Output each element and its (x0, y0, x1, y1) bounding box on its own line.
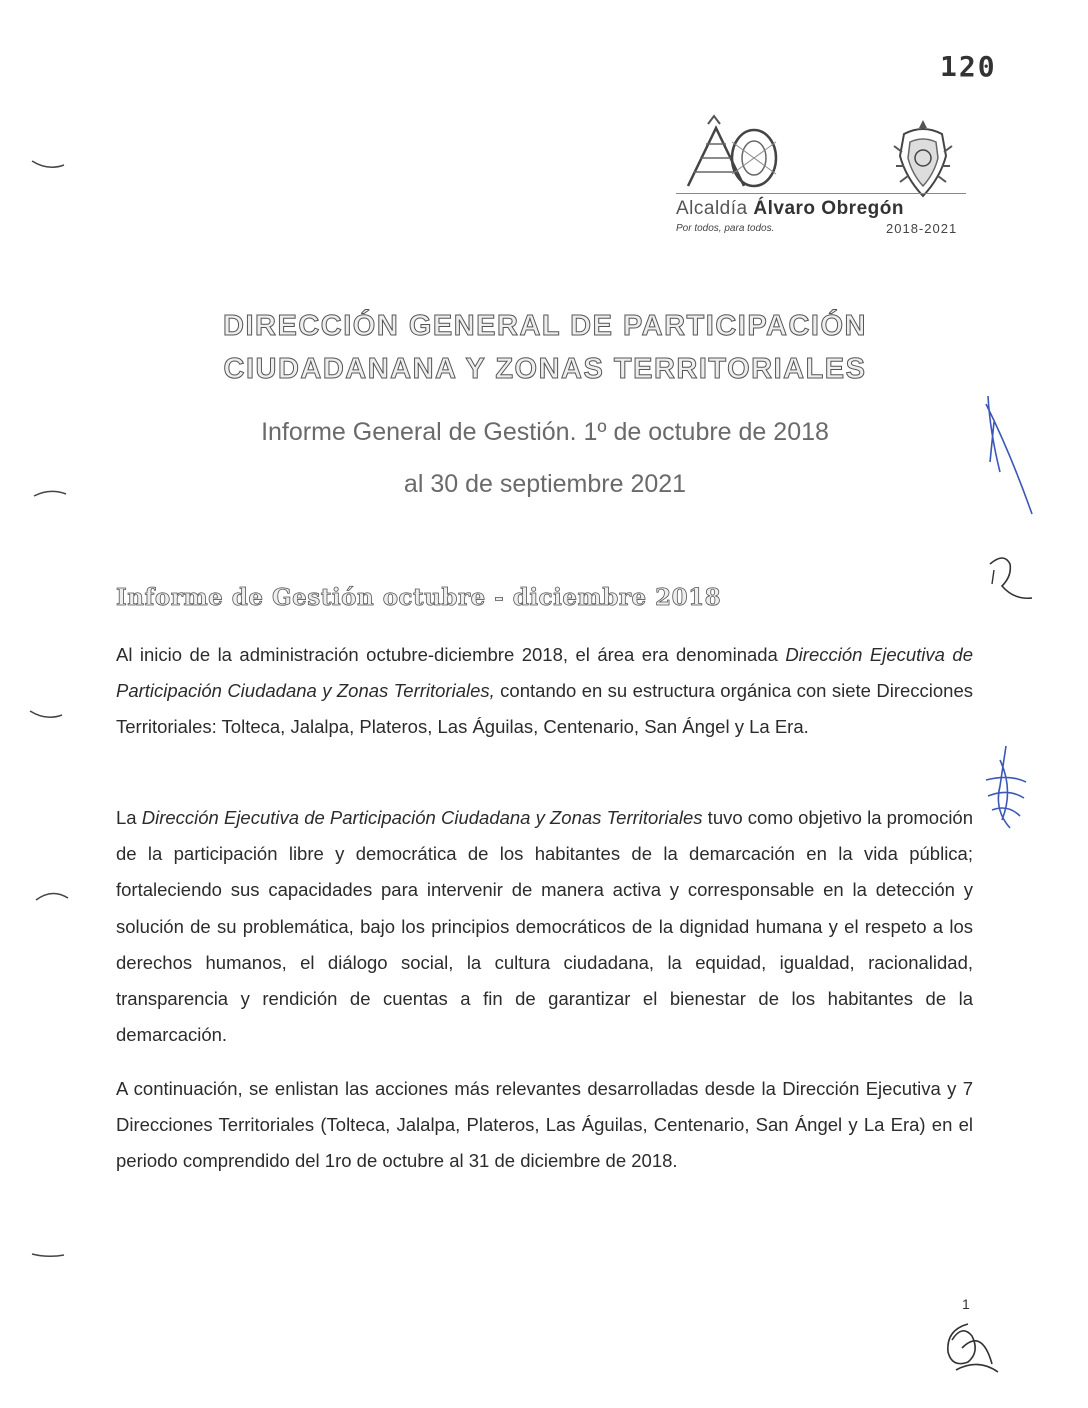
subtitle-line1: Informe General de Gestión. 1º de octubre de 2018 (261, 418, 829, 446)
paragraph-1-text-b: contando en su estructura orgánica con siete Direcciones Territoriales: Tolteca, Jalalpa, Plateros, Las Águilas, Centenario, San Ángel y La Era. (116, 680, 973, 738)
paragraph-1-text-a: Al inicio de la administración octubre-diciembre 2018, el área era denominada (116, 644, 786, 665)
main-heading-line1: DIRECCIÓN GENERAL DE PARTICIPACIÓN (223, 310, 867, 342)
blue-pen-stroke-icon (980, 392, 1040, 522)
logo-divider (676, 193, 966, 194)
folio-number: 120 (940, 50, 997, 83)
logo-years: 2018-2021 (886, 221, 958, 236)
handwritten-initial-icon (984, 550, 1038, 606)
paragraph-2 (116, 800, 973, 1053)
scan-mark-1 (30, 155, 66, 175)
blue-signature-icon (980, 740, 1032, 836)
scan-mark-5 (30, 1246, 66, 1266)
subtitle-line2: al 30 de septiembre 2021 (403, 470, 687, 498)
paragraph-3: A continuación, se enlistan las acciones más relevantes desarrolladas desde la Dirección Ejecutiva y 7 Direcciones Territoriales (Tolteca, Jalalpa, Plateros, Las Águilas, Centenario, San Ángel y La Era) en el periodo comprendido del 1ro de octubre al 31 de diciembre de 2018. (116, 1078, 973, 1172)
footer-initials-icon (938, 1318, 1002, 1378)
logo-name (676, 198, 904, 220)
paragraph-2-text-b: tuvo como objetivo la promoción de la participación libre y democrática de los habitantes de la demarcación en la vida pública; fortaleciendo sus capacidades para intervenir de manera activa y corresponsable en la detección y solución de su problemática, bajo los principios democráticos de la dignidad humana y el respeto a los derechos humanos, el diálogo social, la cultura ciudadana, la equidad, igualdad, racionalidad, transparencia y rendición de cuentas a fin de garantizar el bienestar de los habitantes de la demarcación. (116, 807, 974, 1046)
main-heading-line2: CIUDADANANA Y ZONAS TERRITORIALES (223, 353, 867, 385)
ao-monogram-icon (680, 112, 780, 192)
logo-name-light: Alcaldía (676, 198, 754, 219)
logo-name-bold: Álvaro Obregón (753, 198, 904, 219)
paragraph-2-text-a: La (116, 807, 142, 828)
paragraph-1-italic: Dirección Ejecutiva de Participación Ciudadana y Zonas Territoriales, (116, 644, 973, 702)
section-title: Informe de Gestión octubre - diciembre 2018 (116, 584, 722, 611)
logo-slogan: Por todos, para todos. (676, 223, 775, 234)
scan-mark-2 (32, 484, 68, 504)
scan-mark-3 (28, 705, 64, 725)
scan-mark-4 (34, 886, 70, 906)
paragraph-2-italic: Dirección Ejecutiva de Participación Ciudadana y Zonas Territoriales (141, 807, 703, 828)
crest-icon (890, 116, 956, 200)
paragraph-1 (116, 637, 973, 746)
page-number: 1 (962, 1296, 970, 1312)
alcaldia-logo (672, 112, 972, 242)
